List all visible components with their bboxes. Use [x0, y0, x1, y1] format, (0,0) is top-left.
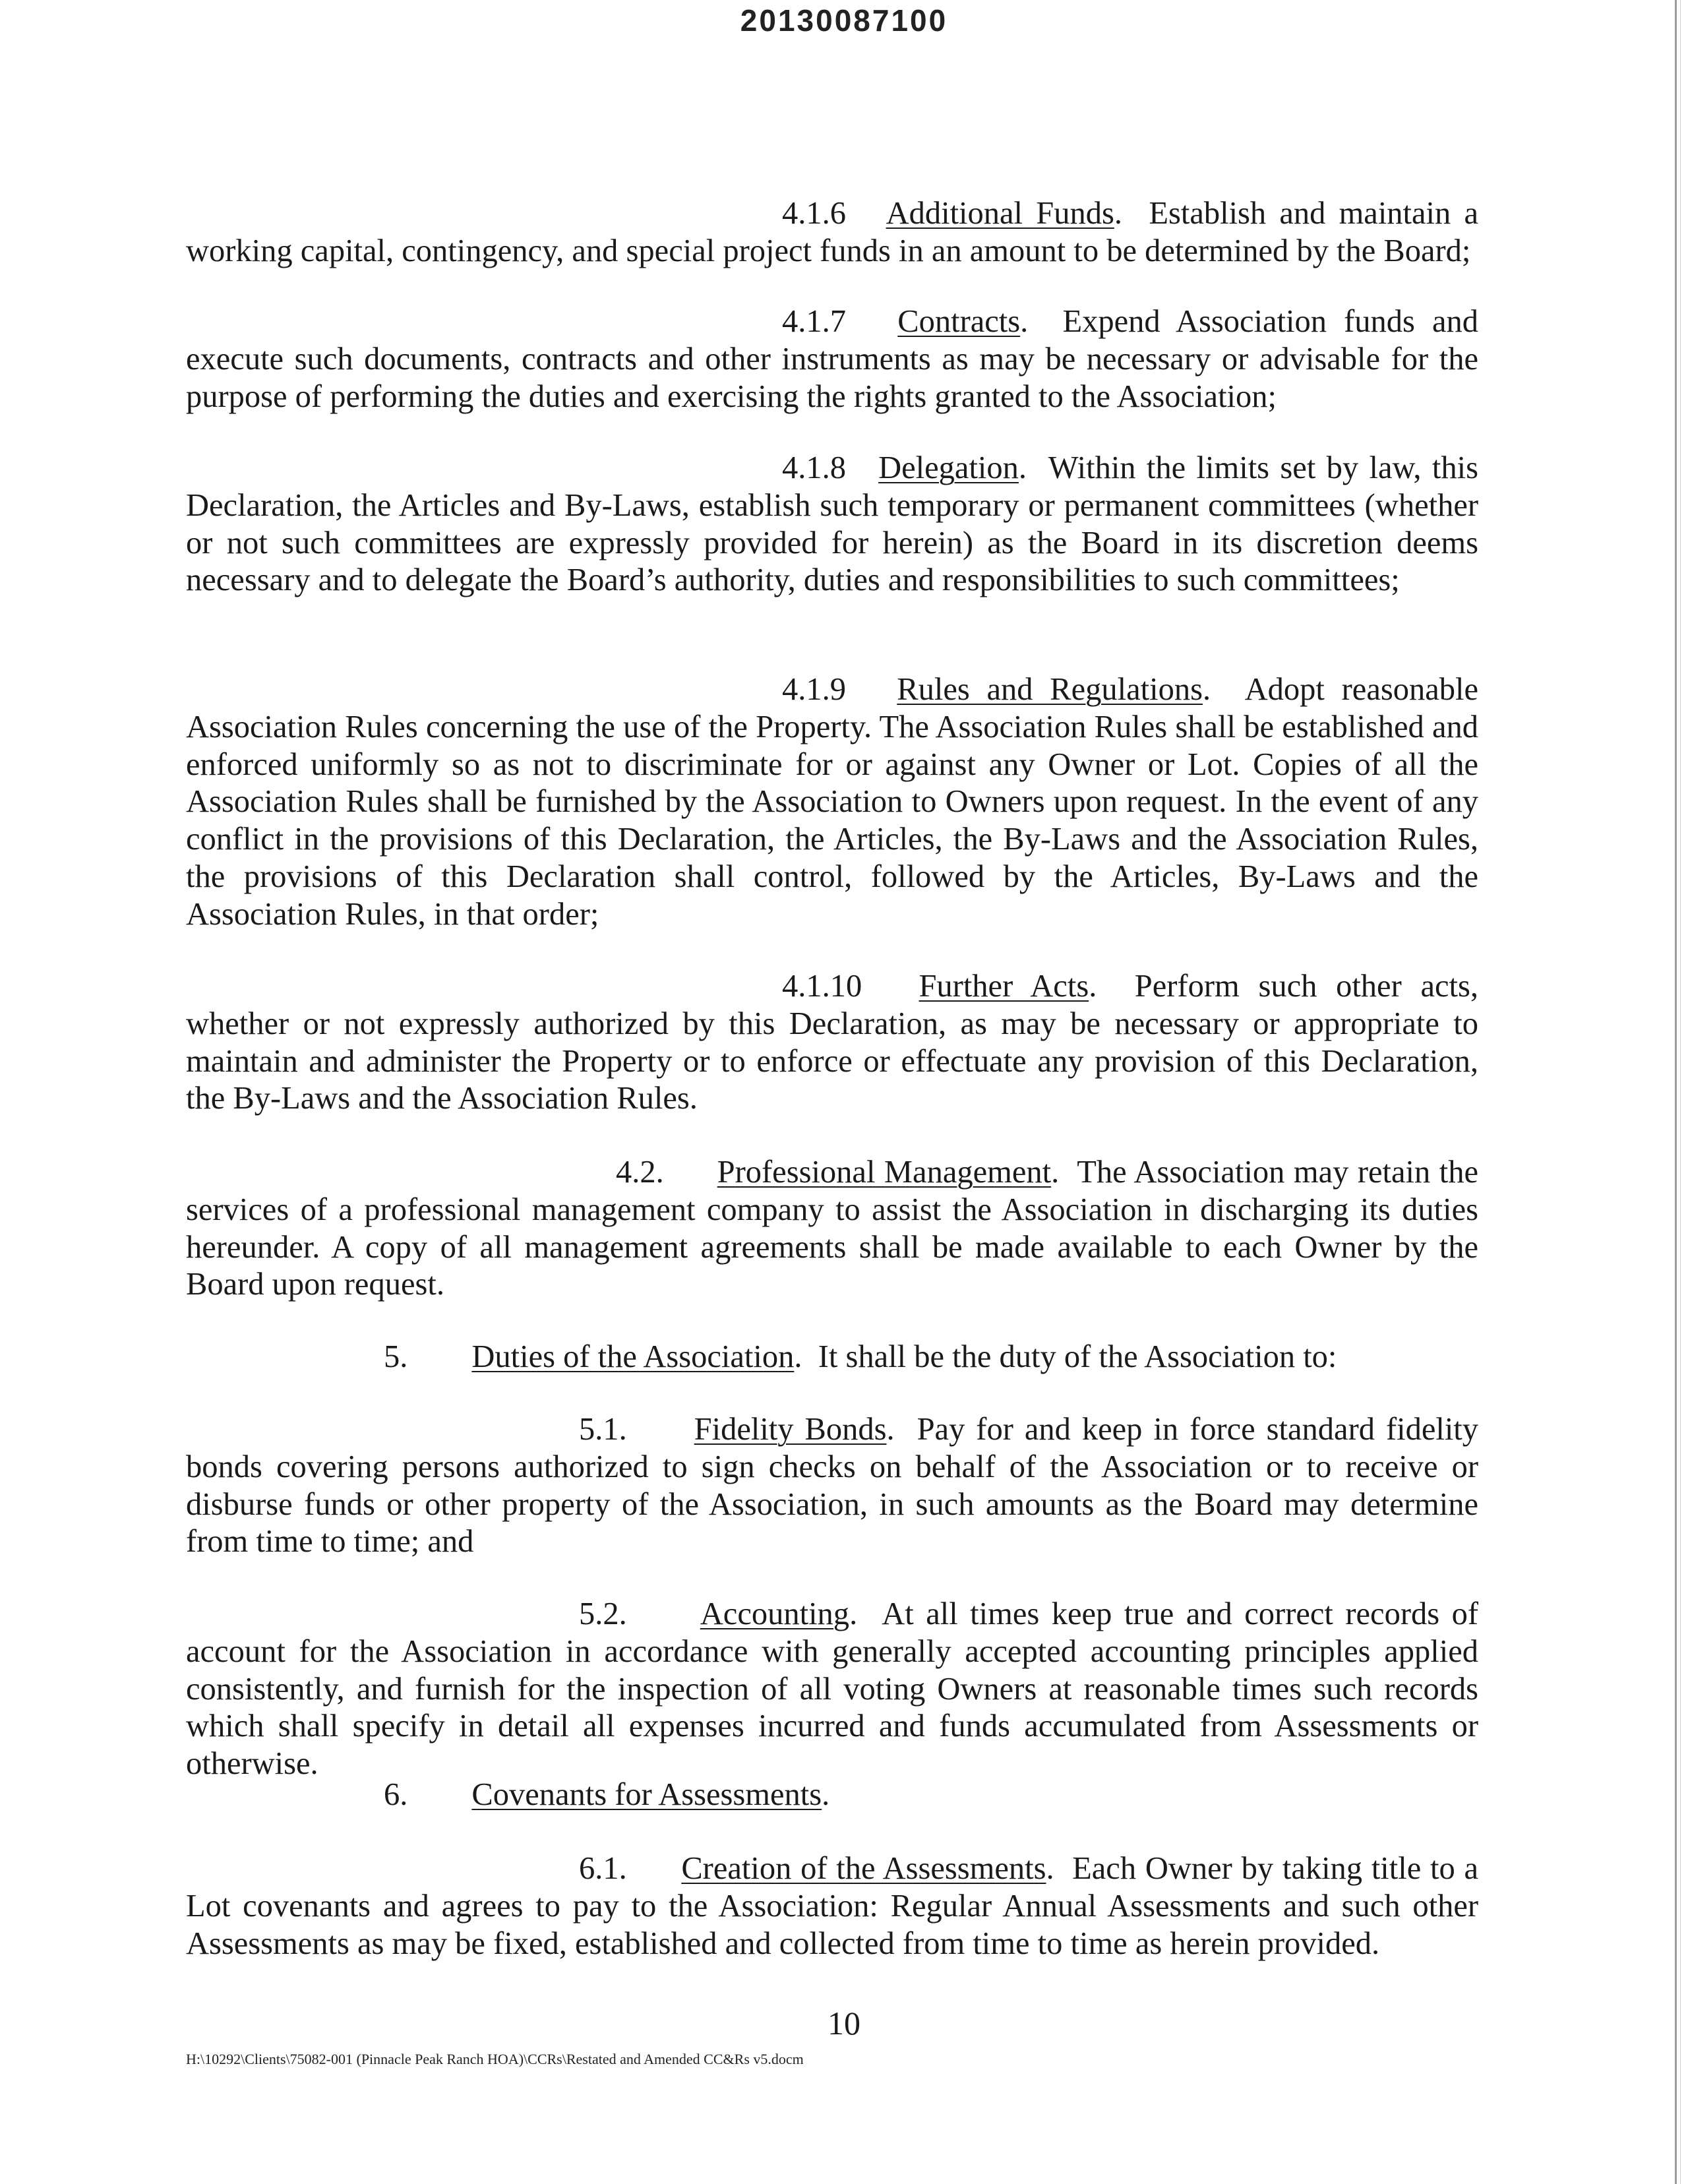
- section-heading: Additional Funds: [886, 196, 1114, 231]
- section-text: Adopt reasonable Association Rules concerning the use of the Property. The Association Rules shall be established and enforced uniformly so as not to discriminate for or against any Owner or Lot. Copies of all the Association Rules shall be furnished by the Association to Owners upon request. In the event of any conflict in the provisions of this Declaration, the Articles, the By-Laws and the Association Rules, the provisions of this Declaration shall control, followed by the Articles, By-Laws and the Association Rules, in that order;: [186, 672, 1479, 932]
- section-heading: Fidelity Bonds: [694, 1412, 887, 1447]
- section-text: At all times keep true and correct records of account for the Association in accordance with generally accepted accounting principles applied consistently, and furnish for the inspection of all voting Owners at reasonable times such records which shall specify in detail all expenses incurred and funds accumulated from Assessments or otherwise.: [186, 1596, 1479, 1782]
- section-heading: Contracts: [897, 304, 1021, 339]
- section-6-1: 6.1. Creation of the Assessments. Each Owner by taking title to a Lot covenants and agrees to pay to the Association: Regular Annual Assessments and such other Assessments as may be fixed, established and collected from time to time as herein provided.: [186, 1851, 1479, 1961]
- section-heading: Professional Management: [717, 1155, 1052, 1190]
- section-6: 6. Covenants for Assessments.: [186, 1776, 1478, 1814]
- scan-edge-line-secondary: [1680, 0, 1681, 2184]
- section-5-1: 5.1. Fidelity Bonds. Pay for and keep in force standard fidelity bonds covering persons authorized to sign checks on behalf of the Association or to receive or disburse funds or other property of the Association, in such amounts as the Board may determine from time to time; and: [186, 1412, 1479, 1560]
- section-heading: Further Acts: [919, 969, 1089, 1004]
- section-5: 5. Duties of the Association. It shall be the duty of the Association to:: [186, 1339, 1478, 1376]
- section-number: 6.: [384, 1777, 408, 1812]
- section-heading: Delegation: [878, 450, 1019, 485]
- section-4-1-10: 4.1.10 Further Acts. Perform such other acts, whether or not expressly authorized by this Declaration, as may be necessary or appropriate to maintain and administer the Property or to enforce or effectuate any provision of this Declaration, the By-Laws and the Association Rules.: [186, 969, 1478, 1116]
- section-text: Expend Association funds and execute such documents, contracts and other instruments as may be necessary or advisable for the purpose of performing the duties and exercising the rights granted to the Association;: [186, 304, 1479, 414]
- section-text: The Association may retain the services of a professional management company to assist the Association in discharging its duties hereunder. A copy of all management agreements shall be made available to each Owner by the Board upon request.: [186, 1155, 1479, 1302]
- section-4-2: 4.2. Professional Management. The Association may retain the services of a professional management company to assist the Association in discharging its duties hereunder. A copy of all management agreements shall be made available to each Owner by the Board upon request.: [186, 1155, 1479, 1302]
- document-number: 20130087100: [740, 3, 948, 38]
- section-text: Perform such other acts, whether or not expressly authorized by this Declaration, as may be necessary or appropriate to maintain and administer the Property or to enforce or effectuate any provision of this Declaration, the By-Laws and the Association Rules.: [186, 969, 1478, 1116]
- section-number: 4.1.6: [782, 196, 846, 231]
- section-number: 5.2.: [579, 1596, 627, 1631]
- section-heading: Accounting: [700, 1596, 850, 1631]
- section-text: Within the limits set by law, this Declaration, the Articles and By-Laws, establish such temporary or permanent committees (whether or not such committees are expressly provided for herein) as the Board in its discretion deems necessary and to delegate the Board’s authority, duties and responsibilities to such committees;: [186, 450, 1478, 598]
- section-4-1-6: 4.1.6 Additional Funds. Establish and maintain a working capital, contingency, and special project funds in an amount to be determined by the Board;: [186, 196, 1478, 268]
- scan-edge-line: [1675, 0, 1677, 2184]
- section-number: 4.2.: [616, 1155, 664, 1190]
- section-number: 4.1.10: [782, 969, 862, 1004]
- section-heading: Covenants for Assessments: [471, 1777, 822, 1812]
- section-heading: Rules and Regulations: [897, 672, 1203, 707]
- section-text: It shall be the duty of the Association to:: [818, 1339, 1337, 1374]
- section-heading: Duties of the Association: [471, 1339, 795, 1374]
- section-number: 5.1.: [579, 1412, 627, 1447]
- section-number: 6.1.: [579, 1851, 627, 1886]
- section-number: 4.1.8: [782, 450, 846, 485]
- section-text: Establish and maintain a working capital, contingency, and special project funds in an amount to be determined by the Board;: [186, 196, 1478, 268]
- section-text: Pay for and keep in force standard fidelity bonds covering persons authorized to sign checks on behalf of the Association or to receive or disburse funds or other property of the Association, in such amounts as the Board may determine from time to time; and: [186, 1412, 1479, 1560]
- section-number: 4.1.7: [782, 304, 846, 339]
- file-path-footer: H:\10292\Clients\75082-001 (Pinnacle Peak Ranch HOA)\CCRs\Restated and Amended CC&Rs v5.docm: [186, 2051, 804, 2067]
- section-number: 4.1.9: [782, 672, 846, 707]
- page-number: 10: [828, 2005, 860, 2042]
- section-number: 5.: [384, 1339, 408, 1374]
- section-heading: Creation of the Assessments: [681, 1851, 1046, 1886]
- section-4-1-7: 4.1.7 Contracts. Expend Association funds and execute such documents, contracts and other instruments as may be necessary or advisable for the purpose of performing the duties and exercising the rights granted to the Association;: [186, 304, 1479, 414]
- section-text: Each Owner by taking title to a Lot covenants and agrees to pay to the Association: Regular Annual Assessments and such other Assessments as may be fixed, established and collected from time to time as herein provided.: [186, 1851, 1479, 1961]
- section-5-2: 5.2. Accounting. At all times keep true and correct records of account for the Association in accordance with generally accepted accounting principles applied consistently, and furnish for the inspection of all voting Owners at reasonable times such records which shall specify in detail all expenses incurred and funds accumulated from Assessments or otherwise.: [186, 1596, 1479, 1782]
- section-4-1-9: 4.1.9 Rules and Regulations. Adopt reasonable Association Rules concerning the use of the Property. The Association Rules shall be established and enforced uniformly so as not to discriminate for or against any Owner or Lot. Copies of all the Association Rules shall be furnished by the Association to Owners upon request. In the event of any conflict in the provisions of this Declaration, the Articles, the By-Laws and the Association Rules, the provisions of this Declaration shall control, followed by the Articles, By-Laws and the Association Rules, in that order;: [186, 672, 1479, 932]
- section-4-1-8: 4.1.8 Delegation. Within the limits set by law, this Declaration, the Articles and By-Laws, establish such temporary or permanent committees (whether or not such committees are expressly provided for herein) as the Board in its discretion deems necessary and to delegate the Board’s authority, duties and responsibilities to such committees;: [186, 450, 1478, 598]
